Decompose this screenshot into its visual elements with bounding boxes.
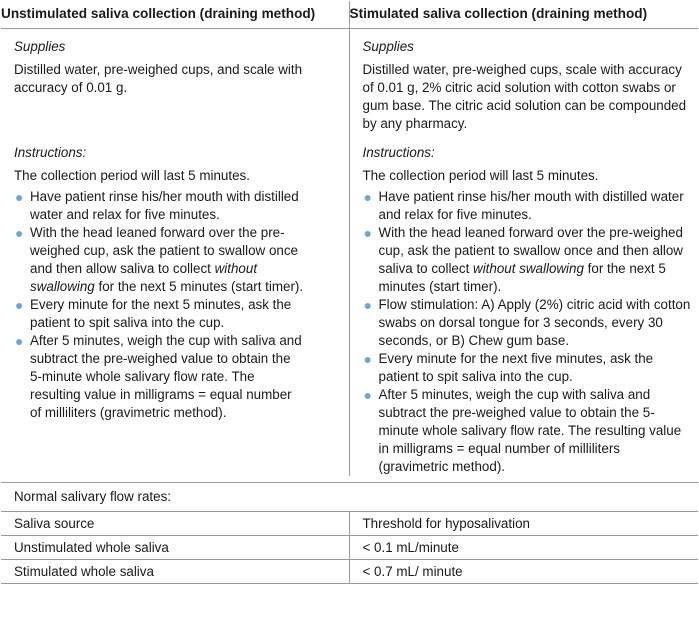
bullet-icon: ● xyxy=(15,188,23,206)
left-period-text: The collection period will last 5 minutes. xyxy=(14,167,343,185)
left-bullet-1: ● Have patient rinse his/her mouth with distilled water and relax for five minutes. xyxy=(14,188,315,224)
bullet-icon: ● xyxy=(15,224,23,242)
bullet-icon: ● xyxy=(364,296,372,314)
left-supplies-text: Distilled water, pre-weighed cups, and scale with accuracy of 0.01 g. xyxy=(14,61,314,97)
left-column-header: Unstimulated saliva collection (draining method) xyxy=(1,1,349,29)
left-column xyxy=(1,29,349,477)
bullet-icon: ● xyxy=(15,296,23,314)
left-instructions-title: Instructions: xyxy=(14,144,343,161)
bullet-icon: ● xyxy=(364,224,372,242)
right-period-text: The collection period will last 5 minutes. xyxy=(363,167,693,185)
left-bullet-3: ● Every minute for the next 5 minutes, ask the patient to spit saliva into the cup. xyxy=(14,296,292,332)
table-row xyxy=(1,536,698,560)
bullet-icon: ● xyxy=(15,332,23,350)
left-bullet-4: ● After 5 minutes, weigh the cup with saliva and subtract the pre-weighed value to obtain the 5-minute whole salivary flow rate. The resulting value in milligrams = equal number of milliliters (gravimetric method). xyxy=(14,332,306,422)
right-bullet-1: ● Have patient rinse his/her mouth with distilled water and relax for five minutes. xyxy=(363,188,697,224)
bullet-icon: ● xyxy=(364,350,372,368)
saliva-collection-table xyxy=(1,1,698,617)
right-column xyxy=(349,29,698,477)
right-instructions-title: Instructions: xyxy=(363,144,693,161)
bullet-icon: ● xyxy=(364,188,372,206)
right-bullet-4: ● Every minute for the next five minutes, ask the patient to spit saliva into the cup. xyxy=(363,350,679,386)
right-bullet-2: ● With the head leaned forward over the pre-weighed cup, ask the patient to swallow once and then allow saliva to collect without swallowing for the next 5 minutes (start timer). xyxy=(363,224,699,296)
right-bullet-3: ● Flow stimulation: A) Apply (2%) citric acid with cotton swabs on dorsal tongue for 3 seconds, every 30 seconds, or B) Chew gum base. xyxy=(363,296,699,350)
right-bullet-5: ● After 5 minutes, weigh the cup with saliva and subtract the pre-weighed value to obtain the 5-minute whole salivary flow rate. The resulting value in milligrams = equal number of milliliters (gravimetric method). xyxy=(363,386,691,476)
rates-cell: Unstimulated whole saliva xyxy=(1,536,349,560)
rates-header-source: Saliva source xyxy=(1,512,349,536)
right-supplies-title: Supplies xyxy=(363,38,693,55)
rates-cell: < 0.1 mL/minute xyxy=(349,536,698,560)
rates-cell: Stimulated whole saliva xyxy=(1,560,349,584)
right-column-header: Stimulated saliva collection (draining method) xyxy=(349,1,698,29)
right-supplies-text: Distilled water, pre-weighed cups, scale with accuracy of 0.01 g, 2% citric acid solution with cotton swabs or gum base. The citric acid solution can be compounded by any pharmacy. xyxy=(363,61,688,133)
left-supplies-title: Supplies xyxy=(14,38,343,55)
collection-methods-table xyxy=(1,1,698,476)
bullet-icon: ● xyxy=(364,386,372,404)
right-instruction-list xyxy=(363,188,693,476)
flow-rates-table xyxy=(1,511,698,584)
table-row xyxy=(1,560,698,584)
rates-header-threshold: Threshold for hyposalivation xyxy=(349,512,698,536)
left-instruction-list xyxy=(14,188,343,422)
rates-cell: < 0.7 mL/ minute xyxy=(349,560,698,584)
flow-rates-title: Normal salivary flow rates: xyxy=(1,482,698,511)
left-bullet-2: ● With the head leaned forward over the pre-weighed cup, ask the patient to swallow once and then allow saliva to collect without swallowing for the next 5 minutes (start timer). xyxy=(14,224,320,296)
table-row xyxy=(1,512,698,536)
